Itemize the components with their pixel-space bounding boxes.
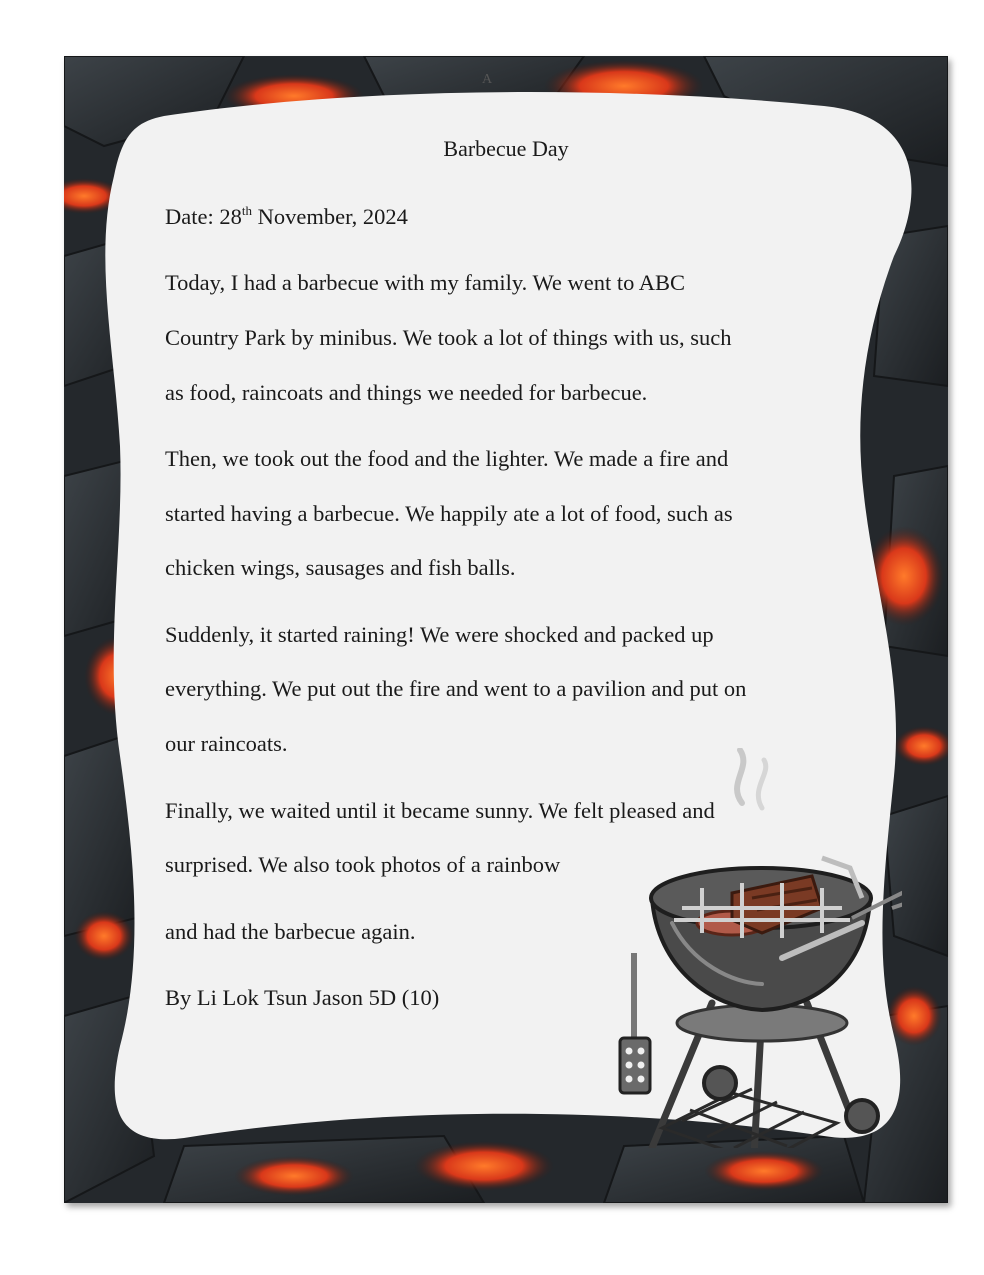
text-line: Suddenly, it started raining! We were shocked and packed up xyxy=(165,622,714,647)
text-line: Then, we took out the food and the lighter. We made a fire and xyxy=(165,446,729,471)
byline: By Li Lok Tsun Jason 5D (10) xyxy=(165,985,440,1010)
text-line: surprised. We also took photos of a rainbow xyxy=(165,852,561,877)
text-line: everything. We put out the fire and went to a pavilion and put on xyxy=(165,676,747,701)
date-line xyxy=(165,204,408,230)
text-line: Country Park by minibus. We took a lot of things with us, such xyxy=(165,325,732,350)
worksheet-page xyxy=(64,56,948,1203)
date-rest: November, 2024 xyxy=(251,204,408,229)
text-line: chicken wings, sausages and fish balls. xyxy=(165,555,516,580)
text-line: Finally, we waited until it became sunny. We felt pleased and xyxy=(165,798,715,823)
page-title: Barbecue Day xyxy=(443,136,569,161)
text-line: our raincoats. xyxy=(165,731,288,756)
text-line: Today, I had a barbecue with my family. We went to ABC xyxy=(165,270,686,295)
date-label: Date: 28 xyxy=(165,204,242,229)
text-line: and had the barbecue again. xyxy=(165,919,416,944)
corner-mark: A xyxy=(482,72,493,87)
text-line: as food, raincoats and things we needed for barbecue. xyxy=(165,380,648,405)
text-line: started having a barbecue. We happily ate a lot of food, such as xyxy=(165,501,733,526)
date-superscript: th xyxy=(241,203,252,218)
barbecue-grill-icon xyxy=(612,748,902,1148)
